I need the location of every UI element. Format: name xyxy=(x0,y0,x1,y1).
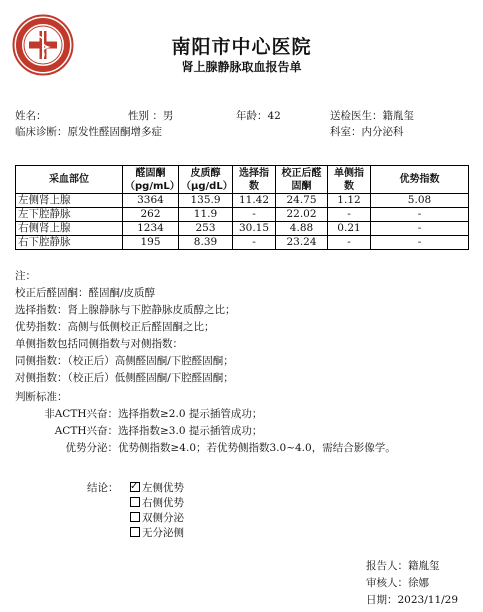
cell-site: 左下腔静脉 xyxy=(16,208,123,222)
cell-selectivity-index: 30.15 xyxy=(233,222,276,236)
criteria-text: 选择指数≥3.0 提示插管成功； xyxy=(118,425,263,437)
clinical-diagnosis: 临床诊断：原发性醛固酮增多症 xyxy=(15,126,162,138)
cell-cortisol: 135.9 xyxy=(179,194,233,208)
report-title: 肾上腺静脉取血报告单 xyxy=(181,60,302,74)
cell-unilateral-index: - xyxy=(328,236,371,250)
cell-aldosterone: 262 xyxy=(123,208,179,222)
signature-block xyxy=(366,558,458,609)
cell-cortisol: 253 xyxy=(179,222,233,236)
note-line: 选择指数：肾上腺静脉与下腔静脉皮质醇之比； xyxy=(15,304,236,316)
patient-sex: 性别 ：男 xyxy=(128,110,174,122)
criteria-title: 判断标准： xyxy=(15,391,68,403)
cell-cortisol: 8.39 xyxy=(179,236,233,250)
cell-lateralization-index: - xyxy=(371,208,469,222)
criteria-text: 选择指数≥2.0 提示插管成功； xyxy=(118,408,263,420)
reviewer: 审核人：徐娜 xyxy=(366,577,429,589)
patient-name-label: 姓名： xyxy=(15,110,47,122)
checkbox-icon[interactable] xyxy=(130,512,140,522)
cell-site: 右侧肾上腺 xyxy=(16,222,123,236)
cell-aldosterone: 1234 xyxy=(123,222,179,236)
table-row xyxy=(16,208,469,222)
criteria-label: 优势分泌： xyxy=(65,442,118,454)
checkbox-checked-icon[interactable] xyxy=(130,482,140,492)
conclusion-options xyxy=(130,481,184,541)
col-header-unilateral-index: 单侧指数 xyxy=(328,166,371,194)
cell-corrected-aldosterone: 22.02 xyxy=(276,208,328,222)
table-row xyxy=(16,236,469,250)
criteria-label: ACTH兴奋： xyxy=(54,425,118,437)
table-header-row xyxy=(16,166,469,194)
cell-lateralization-index: - xyxy=(371,236,469,250)
cell-selectivity-index: 11.42 xyxy=(233,194,276,208)
cell-cortisol: 11.9 xyxy=(179,208,233,222)
cell-corrected-aldosterone: 4.88 xyxy=(276,222,328,236)
notes-title: 注： xyxy=(15,270,36,282)
col-header-cortisol: 皮质醇（μg/dL） xyxy=(179,166,233,194)
col-header-aldosterone: 醛固酮（pg/mL） xyxy=(123,166,179,194)
checkbox-icon[interactable] xyxy=(130,497,140,507)
patient-age: 年龄：42 xyxy=(236,110,281,122)
cell-lateralization-index: 5.08 xyxy=(371,194,469,208)
conclusion-option-right-dominant[interactable]: 右侧优势 xyxy=(130,496,184,511)
note-line: 优势指数：高侧与低侧校正后醛固酮之比； xyxy=(15,321,215,333)
checkbox-icon[interactable] xyxy=(130,527,140,537)
note-line: 校正后醛固酮：醛固酮/皮质醇 xyxy=(15,287,156,299)
reporter: 报告人：籍胤玺 xyxy=(366,560,440,572)
cell-lateralization-index: - xyxy=(371,222,469,236)
cell-corrected-aldosterone: 23.24 xyxy=(276,236,328,250)
criteria-row xyxy=(15,440,396,457)
cell-aldosterone: 3364 xyxy=(123,194,179,208)
report-date: 日期：2023/11/29 xyxy=(366,594,459,606)
cell-unilateral-index: 0.21 xyxy=(328,222,371,236)
note-line: 单侧指数包括同侧指数与对侧指数： xyxy=(15,338,183,350)
col-header-lateralization-index: 优势指数 xyxy=(371,166,469,194)
results-table xyxy=(15,165,469,250)
department: 科室：内分泌科 xyxy=(330,126,404,138)
col-header-site: 采血部位 xyxy=(16,166,123,194)
col-header-selectivity-index: 选择指数 xyxy=(233,166,276,194)
notes-section xyxy=(15,268,236,387)
criteria-label: 非ACTH兴奋： xyxy=(44,408,118,420)
conclusion-option-left-dominant[interactable]: ✓ 左侧优势 xyxy=(130,481,184,496)
cell-site: 右下腔静脉 xyxy=(16,236,123,250)
criteria-text: 优势侧指数≥4.0；若优势侧指数3.0~4.0，需结合影像学。 xyxy=(118,442,396,454)
cell-corrected-aldosterone: 24.75 xyxy=(276,194,328,208)
conclusion-label: 结论： xyxy=(87,482,119,494)
referring-doctor: 送检医生：籍胤玺 xyxy=(330,110,414,122)
cell-site: 左侧肾上腺 xyxy=(16,194,123,208)
conclusion-option-bilateral[interactable]: 双侧分泌 xyxy=(130,511,184,526)
cell-unilateral-index: - xyxy=(328,208,371,222)
cell-selectivity-index: - xyxy=(233,236,276,250)
criteria-section xyxy=(15,389,396,457)
note-line: 对侧指数：（校正后）低侧醛固酮/下腔醛固酮； xyxy=(15,372,234,384)
table-row xyxy=(16,222,469,236)
col-header-corrected-aldosterone: 校正后醛固酮 xyxy=(276,166,328,194)
criteria-row xyxy=(15,406,396,423)
table-row xyxy=(16,194,469,208)
conclusion-option-none[interactable]: 无分泌侧 xyxy=(130,526,184,541)
criteria-row xyxy=(15,423,396,440)
note-line: 同侧指数：（校正后）高侧醛固酮/下腔醛固酮； xyxy=(15,355,234,367)
hospital-name: 南阳市中心医院 xyxy=(171,36,312,58)
cell-selectivity-index: - xyxy=(233,208,276,222)
cell-unilateral-index: 1.12 xyxy=(328,194,371,208)
cell-aldosterone: 195 xyxy=(123,236,179,250)
